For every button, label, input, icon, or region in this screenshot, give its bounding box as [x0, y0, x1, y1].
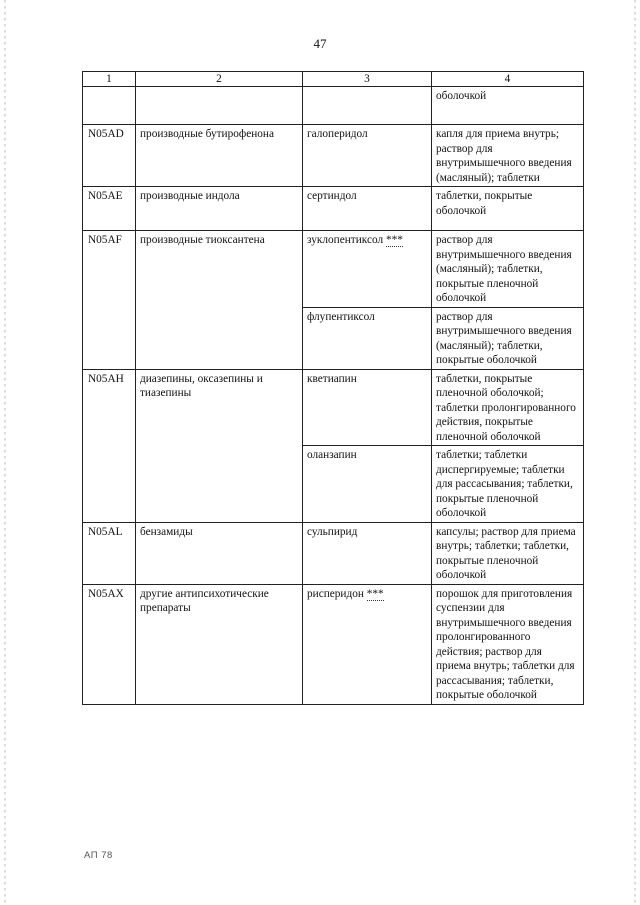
drug-name: галоперидол: [307, 128, 368, 140]
column-header: 2: [136, 72, 303, 87]
drug-name-cell: [303, 307, 432, 369]
table-row: [83, 231, 584, 308]
dosage-form-cell: таблетки, покрытые оболочкой: [432, 187, 584, 231]
group-cell: производные индола: [136, 187, 303, 231]
column-header: 1: [83, 72, 136, 87]
drug-name-cell: [303, 522, 432, 584]
column-header: 4: [432, 72, 584, 87]
group-cell: другие антипсихотические препараты: [136, 584, 303, 704]
dosage-form-cell: капсулы; раствор для приема внутрь; таблетки; таблетки, покрытые пленочной оболочкой: [432, 522, 584, 584]
vital-drug-marker: ***: [385, 234, 403, 246]
drug-name-cell: [303, 446, 432, 523]
dosage-form-cell: капля для приема внутрь; раствор для внутримышечного введения (масляный); таблетки: [432, 125, 584, 187]
drug-name: рисперидон: [307, 587, 364, 600]
left-margin-dots: [4, 0, 6, 905]
dosage-form-cell: оболочкой: [432, 87, 584, 125]
drug-name: сертиндол: [307, 190, 357, 202]
drug-name-cell: [303, 584, 432, 704]
drug-name-cell: [303, 231, 432, 308]
drug-name-cell: [303, 187, 432, 231]
drug-name: оланзапин: [307, 449, 357, 461]
atc-code-cell: N05AE: [83, 187, 136, 231]
column-header: 3: [303, 72, 432, 87]
dosage-form-cell: таблетки, покрытые пленочной оболочкой; таблетки пролонгированного действия, покрытые пленочной оболочкой: [432, 369, 584, 446]
atc-code-cell: N05AF: [83, 231, 136, 370]
drug-name-cell: [303, 87, 432, 125]
atc-code-cell: N05AH: [83, 369, 136, 522]
atc-code-cell: N05AL: [83, 522, 136, 584]
dosage-form-cell: раствор для внутримышечного введения (масляный); таблетки, покрытые оболочкой: [432, 307, 584, 369]
drug-name-cell: [303, 125, 432, 187]
table-row: [83, 522, 584, 584]
dosage-form-cell: раствор для внутримышечного введения (масляный); таблетки, покрытые пленочной оболочкой: [432, 231, 584, 308]
table-row: [83, 187, 584, 231]
vital-drug-marker: ***: [366, 587, 384, 600]
drug-name-cell: [303, 369, 432, 446]
group-cell: диазепины, оксазепины и тиазепины: [136, 369, 303, 522]
group-cell: производные тиоксантена: [136, 231, 303, 370]
table-row: [83, 584, 584, 704]
dosage-form-cell: таблетки; таблетки диспергируемые; таблетки для рассасывания; таблетки, покрытые пленочной оболочкой: [432, 446, 584, 523]
group-cell: бензамиды: [136, 522, 303, 584]
drug-name: кветиапин: [307, 372, 357, 385]
group-cell: производные бутирофенона: [136, 125, 303, 187]
table-row: [83, 125, 584, 187]
header-row: [83, 72, 584, 87]
atc-code-cell: N05AD: [83, 125, 136, 187]
drug-name: сульпирид: [307, 525, 358, 538]
atc-code-cell: N05AX: [83, 584, 136, 704]
drug-name: зуклопентиксол: [307, 234, 384, 246]
group-cell: [136, 87, 303, 125]
footer-stamp: АП 78: [84, 850, 113, 861]
table-row: [83, 369, 584, 446]
atc-code-cell: [83, 87, 136, 125]
drug-table: [82, 71, 584, 705]
page-number: 47: [313, 36, 327, 51]
right-margin-dots: [634, 0, 636, 905]
drug-name: флупентиксол: [307, 310, 375, 323]
dosage-form-cell: порошок для приготовления суспензии для внутримышечного введения пролонгированного действия; раствор для приема внутрь; таблетки для рассасывания; таблетки, покрытые оболочкой: [432, 584, 584, 704]
table-row: [83, 87, 584, 125]
